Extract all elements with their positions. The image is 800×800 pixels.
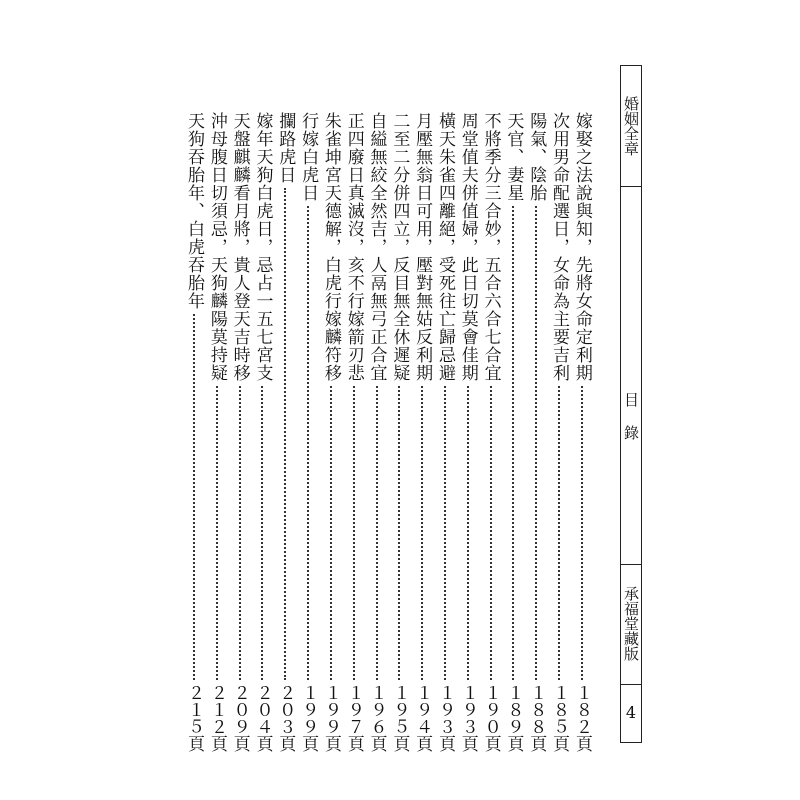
dot-leader — [490, 386, 492, 680]
toc-entry — [503, 112, 523, 752]
toc-entry-page: １８５頁 — [549, 684, 569, 752]
side-tab — [620, 65, 642, 743]
toc-entry-title: 天狗吞胎年、白虎吞胎年 — [184, 112, 204, 310]
toc-entry — [549, 112, 569, 752]
book-title: 婚姻全章 — [622, 96, 640, 156]
dot-leader — [307, 206, 309, 680]
toc-entry — [207, 112, 227, 752]
toc-entry-title: 不將季分三合妙，五合六合七合宜 — [480, 112, 501, 382]
toc-entry-title: 自縊無絞全然吉，人鬲無弓正合宜 — [366, 112, 387, 382]
toc-entry-page: １９３頁 — [457, 684, 478, 752]
toc-entry-title: 攔路虎日 — [275, 112, 296, 184]
dot-leader — [398, 386, 400, 680]
toc-entry — [344, 112, 364, 752]
page-number: 4 — [625, 703, 637, 722]
toc-entry-page: １８２頁 — [571, 684, 592, 752]
toc-entry-title: 天官、妻星 — [503, 112, 524, 202]
toc-entry-title: 陽氣、陰胎 — [526, 112, 547, 202]
toc-entry-title: 正四廢日真滅沒，亥不行嫁箭刃悲 — [343, 112, 364, 382]
toc-entry — [367, 112, 387, 752]
publisher-label: 承福堂藏版 — [622, 585, 640, 661]
toc-entry-title: 朱雀坤宮天德解，白虎行嫁麟符移 — [320, 112, 341, 382]
toc-entry — [572, 112, 592, 752]
dot-leader — [284, 188, 286, 680]
toc-entry — [481, 112, 501, 752]
toc-entry-title: 沖母腹日切須忌，天狗麟陽莫持疑 — [206, 112, 227, 382]
dot-leader — [193, 314, 195, 680]
toc-entry — [526, 112, 546, 752]
toc-entry-page: １９７頁 — [343, 684, 364, 752]
toc-entry-page: １９０頁 — [480, 684, 501, 752]
toc-list — [184, 112, 592, 752]
toc-entry-title: 橫天朱雀四離絕，受死往亡歸忌避 — [434, 112, 455, 382]
toc-entry-title: 天盤麒麟看月將，貴人登天吉時移 — [229, 112, 250, 382]
dot-leader — [512, 206, 514, 680]
dot-leader — [353, 386, 355, 680]
dot-leader — [330, 386, 332, 680]
dot-leader — [535, 206, 537, 680]
toc-entry-page: ２０９頁 — [229, 684, 250, 752]
toc-entry-page: １９６頁 — [366, 684, 387, 752]
toc-entry — [230, 112, 250, 752]
toc-entry-page: １９９頁 — [320, 684, 341, 752]
toc-entry-title: 嫁娶之法說與知，先將女命定利期 — [571, 112, 592, 382]
toc-entry-page: １９３頁 — [434, 684, 455, 752]
toc-entry — [252, 112, 272, 752]
toc-entry — [321, 112, 341, 752]
toc-entry — [435, 112, 455, 752]
dot-leader — [376, 386, 378, 680]
toc-entry — [298, 112, 318, 752]
toc-entry-title: 次用男命配選日，女命為主要吉利 — [549, 112, 569, 382]
toc-entry-page: ２１２頁 — [206, 684, 227, 752]
section-label: 目 錄 — [622, 392, 640, 440]
dot-leader — [467, 386, 469, 680]
toc-entry — [275, 112, 295, 752]
toc-entry-title: 月壓無翁日可用，壓對無姑反利期 — [412, 112, 433, 382]
toc-entry-page: １９５頁 — [389, 684, 410, 752]
toc-entry-page: ２０４頁 — [252, 684, 273, 752]
toc-entry-page: １８９頁 — [503, 684, 524, 752]
toc-entry-title: 周堂值夫併值婦，此日切莫會佳期 — [457, 112, 478, 382]
toc-entry-page: １９４頁 — [412, 684, 433, 752]
toc-entry — [389, 112, 409, 752]
dot-leader — [421, 386, 423, 680]
tab-divider — [621, 564, 641, 565]
dot-leader — [239, 386, 241, 680]
toc-entry-title: 行嫁白虎日 — [298, 112, 319, 202]
toc-entry-page: ２１５頁 — [184, 684, 204, 752]
toc-entry-title: 二至二分併四立，反目無全休遲疑 — [389, 112, 410, 382]
toc-entry-page: １９９頁 — [298, 684, 319, 752]
toc-entry-title: 嫁年天狗白虎日，忌占一五七宮支 — [252, 112, 273, 382]
dot-leader — [581, 386, 583, 680]
dot-leader — [444, 386, 446, 680]
dot-leader — [216, 386, 218, 680]
dot-leader — [261, 386, 263, 680]
toc-entry — [458, 112, 478, 752]
toc-entry — [184, 112, 204, 752]
dot-leader — [558, 386, 560, 680]
toc-entry-page: ２０３頁 — [275, 684, 296, 752]
toc-entry-page: １８８頁 — [526, 684, 547, 752]
toc-entry — [412, 112, 432, 752]
